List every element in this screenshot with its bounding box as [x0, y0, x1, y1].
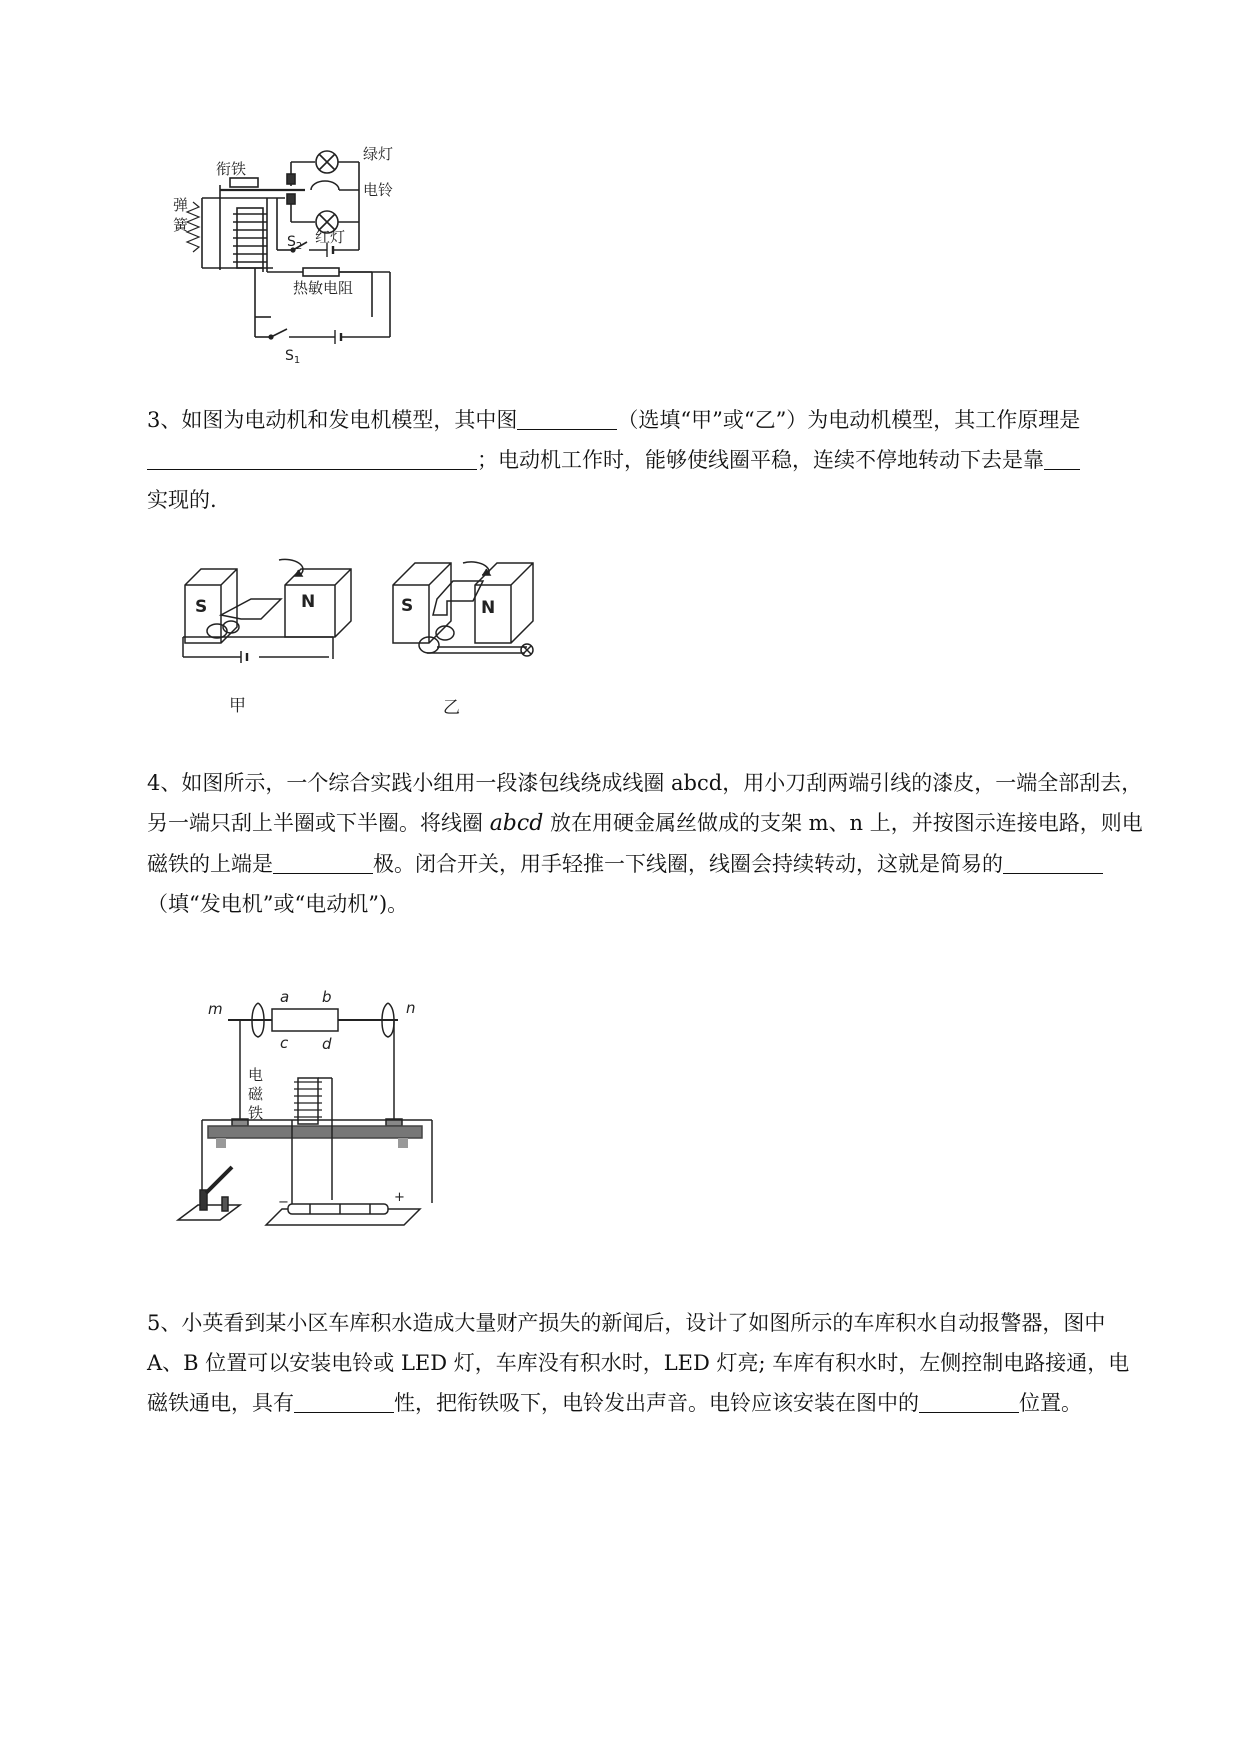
s2-label: $S_2$: [287, 234, 303, 252]
q4-text-2: 放在用硬金属丝做成的支架 m、n 上，并按图示连接电路，则电磁铁的上端是: [147, 811, 1143, 876]
spring-label-2: 簧: [173, 216, 189, 234]
q5-blank-1[interactable]: [294, 1390, 394, 1413]
question-4: [147, 763, 1145, 924]
yi-s-label: S: [401, 596, 414, 616]
motor-generator-figure: [175, 555, 595, 725]
q3-text-3: ；电动机工作时，能够使线圈平稳，连续不停地转动下去是靠: [477, 448, 1044, 472]
label-b: b: [322, 988, 332, 1006]
q5-blank-2[interactable]: [919, 1390, 1019, 1413]
battery-minus: −: [278, 1195, 289, 1210]
jia-s-label: S: [195, 597, 208, 617]
label-d: d: [322, 1035, 332, 1053]
label-m: m: [208, 1000, 223, 1018]
jia-n-label: N: [301, 592, 316, 612]
red-light-label: 红灯: [315, 228, 346, 246]
thermistor-label: 热敏电阻: [293, 279, 354, 297]
q3-text-1: 3、如图为电动机和发电机模型，其中图: [147, 408, 518, 432]
q5-text-1: 5、小英看到某小区车库积水造成大量财产损失的新闻后，设计了如图所示的车库积水自动报警器，图中 A、B 位置可以安装电铃或 LED 灯，车库没有积水时，LED 灯亮; 车库有积水时，左侧控制电路接通，电磁铁通电，具有: [147, 1311, 1130, 1415]
caption-jia: 甲: [229, 696, 246, 716]
s1-label: $S_1$: [285, 348, 301, 366]
armature-label: 衔铁: [216, 160, 247, 178]
battery-plus: +: [394, 1190, 405, 1205]
q3-blank-1[interactable]: [517, 407, 617, 430]
q4-italic-abcd: abcd: [489, 811, 544, 836]
q3-text-4: 实现的.: [147, 488, 217, 512]
q3-text-2: （选填“甲”或“乙”）为电动机模型，其工作原理是: [617, 408, 1081, 432]
coil-motor-figure: [170, 985, 450, 1245]
caption-yi: 乙: [443, 698, 460, 718]
green-light-label: 绿灯: [363, 145, 394, 163]
q4-text-4: （填“发电机”或“电动机”)。: [147, 892, 409, 916]
question-3: [147, 400, 1145, 520]
relay-circuit-figure: [173, 145, 455, 380]
figure-yi: [393, 562, 533, 656]
q5-text-2: 性，把衔铁吸下，电铃发出声音。电铃应该安装在图中的: [394, 1391, 919, 1415]
electromagnet-label-2: 磁: [248, 1085, 264, 1103]
q4-blank-2[interactable]: [1003, 851, 1103, 874]
label-a: a: [280, 988, 290, 1006]
figure-jia: [183, 559, 351, 663]
q3-blank-2[interactable]: [147, 447, 477, 470]
electromagnet-label-3: 铁: [248, 1104, 264, 1122]
q3-blank-3[interactable]: [1044, 447, 1080, 470]
yi-n-label: N: [481, 598, 496, 618]
label-c: c: [280, 1034, 289, 1052]
label-n: n: [406, 999, 416, 1017]
q4-blank-1[interactable]: [273, 851, 373, 874]
q4-text-1: 4、如图所示，一个综合实践小组用一段漆包线绕成线圈 abcd，用小刀刮两端引线的漆皮，一端全部刮去，另一端只刮上半圈或下半圈。将线圈: [147, 771, 1143, 835]
q5-text-3: 位置。: [1019, 1391, 1082, 1415]
spring-label-1: 弹: [173, 196, 189, 214]
q4-text-3: 极。闭合开关，用手轻推一下线圈，线圈会持续转动，这就是简易的: [373, 852, 1003, 876]
question-5: [147, 1303, 1145, 1423]
bell-label: 电铃: [363, 181, 394, 199]
electromagnet-label-1: 电: [248, 1066, 264, 1084]
